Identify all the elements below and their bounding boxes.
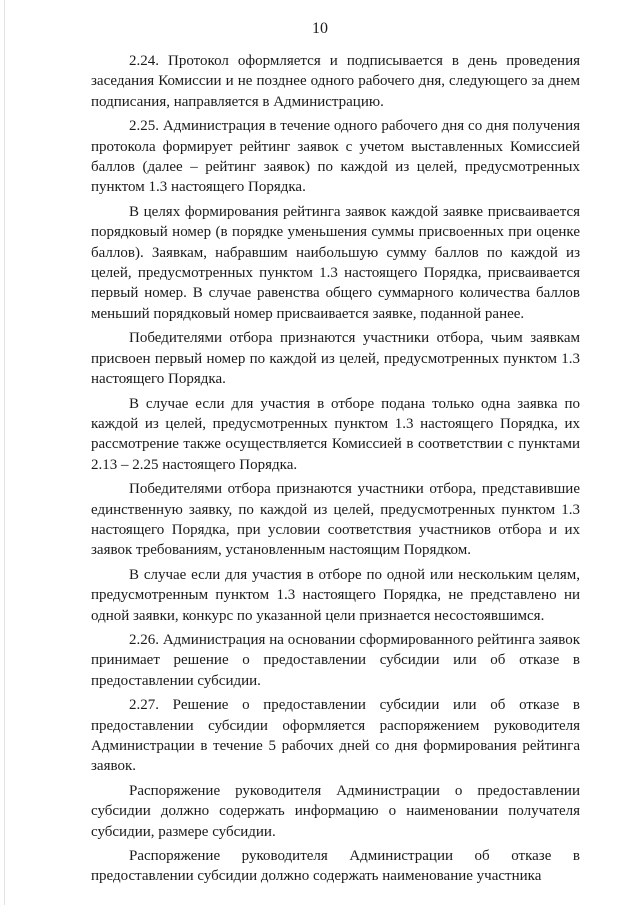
paragraph-winners-first: Победителями отбора признаются участники отбора, чьим заявкам присвоен первый номер по каждой из целей, предусмотренных пунктом 1.3 настоящего Порядка. [91,330,580,388]
paragraph-order-refusal: Распоряжение руководителя Администрации об отказе в предоставлении субсидии должно содержать наименование участника [91,848,580,885]
paragraph-2-27: 2.27. Решение о предоставлении субсидии или об отказе в предоставлении субсидии оформляется распоряжением руководителя Администрации в течение 5 рабочих дней со дня формирования рейтинга заявок. [91,697,580,775]
paragraph-winners-single: Победителями отбора признаются участники отбора, представившие единственную заявку, по каждой из целей, предусмотренных пунктом 1.3 настоящего Порядка, при условии соответствия участников отбора и их заявок требованиям, установленным настоящим Порядком. [91,481,580,559]
paragraph-2-25: 2.25. Администрация в течение одного рабочего дня со дня получения протокола формирует рейтинг заявок с учетом выставленных Комиссией баллов (далее – рейтинг заявок) по каждой из целей, предусмотренных пунктом 1.3 настоящего Порядка. [91,118,580,196]
paragraph-2-24: 2.24. Протокол оформляется и подписывается в день проведения заседания Комиссии и не позднее одного рабочего дня, следующего за днем подписания, направляется в Администрацию. [91,53,580,110]
paragraph-single-application: В случае если для участия в отборе подана только одна заявка по каждой из целей, предусмотренных пунктом 1.3 настоящего Порядка, их рассмотрение также осуществляется Комиссией в соответствии с пунктами 2.13 – 2.25 настоящего Порядка. [91,395,580,473]
paragraph-no-applications: В случае если для участия в отборе по одной или нескольким целям, предусмотренным пунктом 1.3 настоящего Порядка, не представлено ни одной заявки, конкурс по указанной цели признается несостоявшимся. [91,566,580,624]
paragraph-order-grant: Распоряжение руководителя Администрации о предоставлении субсидии должно содержать информацию о наименовании получателя субсидии, размере субсидии. [91,782,580,840]
page-number: 10 [312,20,328,37]
paragraph-rating-order: В целях формирования рейтинга заявок каждой заявке присваивается порядковый номер (в порядке уменьшения суммы присвоенных при оценке баллов). Заявкам, набравшим наибольшую сумму баллов по каждой из целей, предусмотренных пунктом 1.3 настоящего Порядка, присваивается первый номер. В случае равенства общего суммарного количества баллов меньший порядковый номер присваивается заявке, поданной ранее. [91,203,580,322]
paragraph-2-26: 2.26. Администрация на основании сформированного рейтинга заявок принимает решение о предоставлении субсидии или об отказе в предоставлении субсидии. [91,631,580,689]
scan-edge-line [4,0,5,905]
document-body [91,51,580,891]
